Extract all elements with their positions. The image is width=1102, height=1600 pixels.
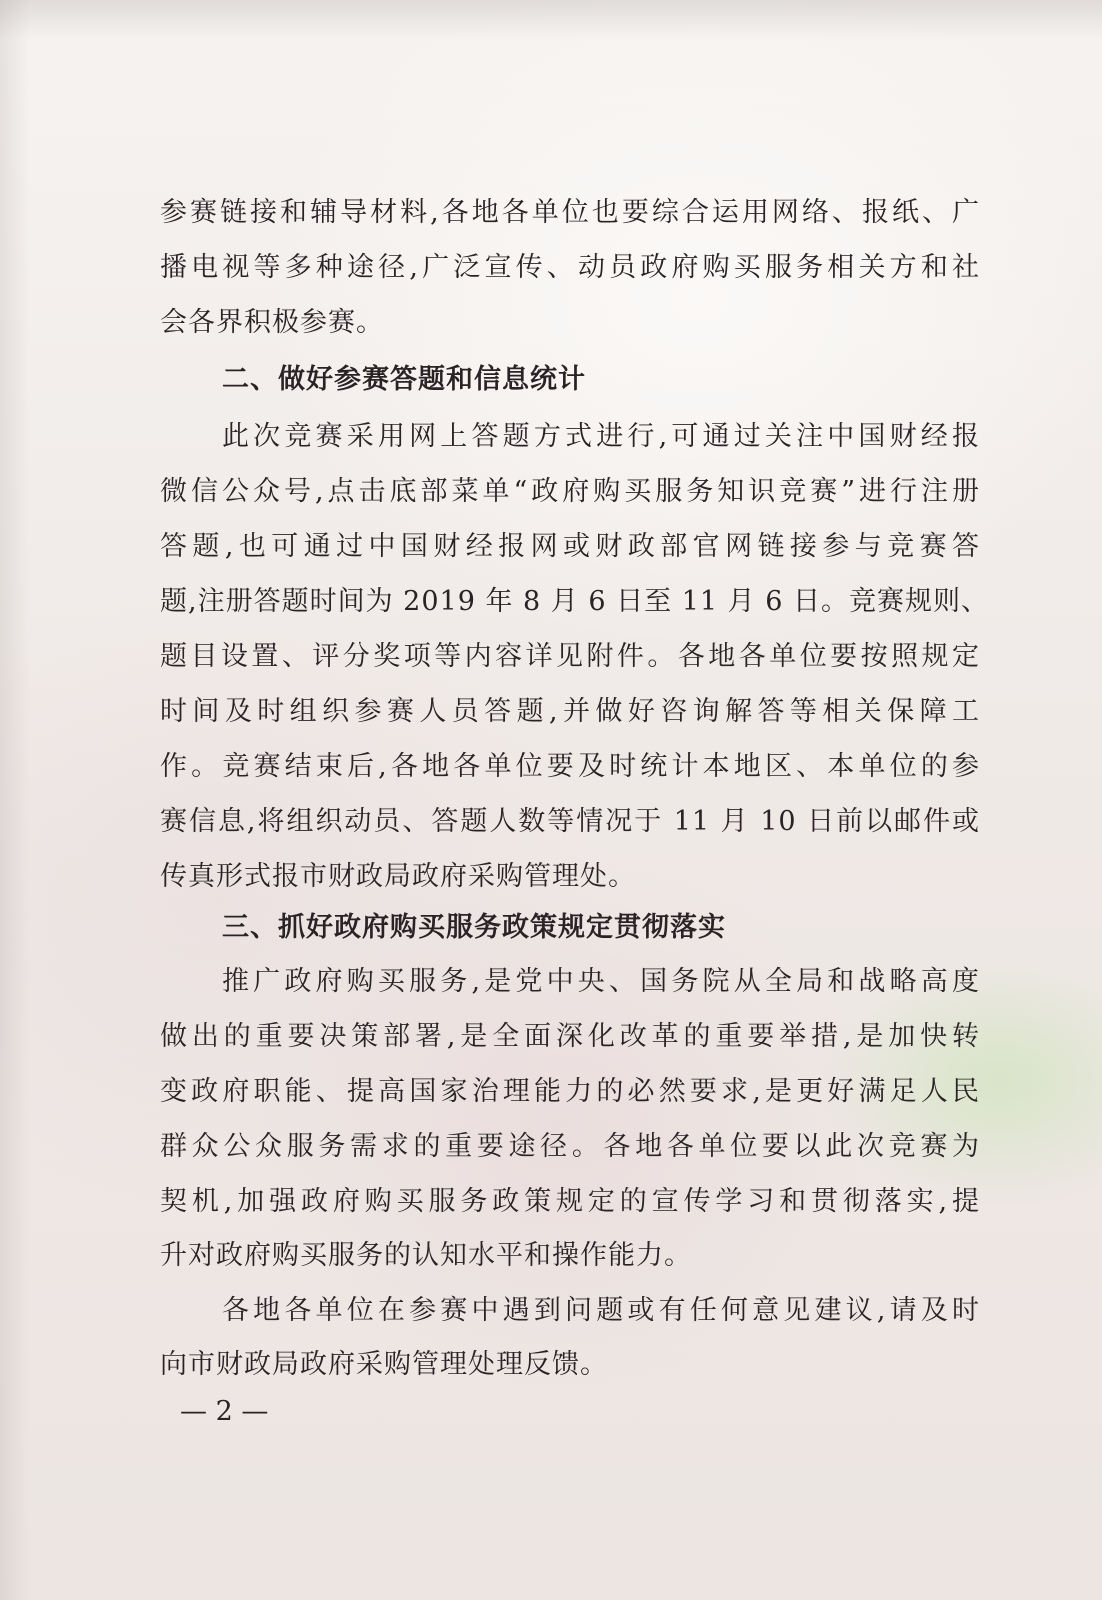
page-top-shadow	[0, 0, 1102, 40]
paragraph-2-line-8: 赛信息,将组织动员、答题人数等情况于 11 月 10 日前以邮件或	[160, 806, 980, 837]
paragraph-2-line-9: 传真形式报市财政局政府采购管理处。	[160, 861, 636, 892]
page-number: — 2 —	[180, 1396, 269, 1427]
paragraph-3-line-2: 做出的重要决策部署,是全面深化改革的重要举措,是加快转	[160, 1021, 980, 1052]
paragraph-4-line-1: 各地各单位在参赛中遇到问题或有任何意见建议,请及时	[222, 1295, 980, 1326]
paragraph-1-line-2: 播电视等多种途径,广泛宣传、动员政府购买服务相关方和社	[160, 252, 980, 283]
paragraph-1-line-1: 参赛链接和辅导材料,各地各单位也要综合运用网络、报纸、广	[160, 197, 980, 228]
paragraph-3-line-4: 群众公众服务需求的重要途径。各地各单位要以此次竞赛为	[160, 1131, 980, 1162]
paragraph-2-line-6: 时间及时组织参赛人员答题,并做好咨询解答等相关保障工	[160, 696, 980, 727]
paragraph-3-line-1: 推广政府购买服务,是党中央、国务院从全局和战略高度	[222, 966, 980, 997]
paragraph-1-line-3: 会各界积极参赛。	[160, 307, 384, 338]
paragraph-2-line-4: 题,注册答题时间为 2019 年 8 月 6 日至 11 月 6 日。竞赛规则、	[160, 586, 990, 617]
paragraph-2-line-2: 微信公众号,点击底部菜单“政府购买服务知识竞赛”进行注册	[160, 476, 980, 507]
paragraph-4-line-2: 向市财政局政府采购管理处理反馈。	[160, 1349, 608, 1380]
paragraph-3-line-6: 升对政府购买服务的认知水平和操作能力。	[160, 1240, 692, 1271]
paragraph-3-line-3: 变政府职能、提高国家治理能力的必然要求,是更好满足人民	[160, 1076, 980, 1107]
paragraph-2-line-7: 作。竞赛结束后,各地各单位要及时统计本地区、本单位的参	[160, 751, 980, 782]
paragraph-3-line-5: 契机,加强政府购买服务政策规定的宣传学习和贯彻落实,提	[160, 1186, 980, 1217]
paragraph-2-line-1: 此次竞赛采用网上答题方式进行,可通过关注中国财经报	[222, 421, 980, 452]
paragraph-2-line-5: 题目设置、评分奖项等内容详见附件。各地各单位要按照规定	[160, 641, 980, 672]
section-heading-3: 三、抓好政府购买服务政策规定贯彻落实	[222, 912, 726, 943]
section-heading-2: 二、做好参赛答题和信息统计	[222, 364, 586, 395]
paragraph-2-line-3: 答题,也可通过中国财经报网或财政部官网链接参与竞赛答	[160, 531, 980, 562]
page-left-shadow	[0, 0, 30, 1600]
